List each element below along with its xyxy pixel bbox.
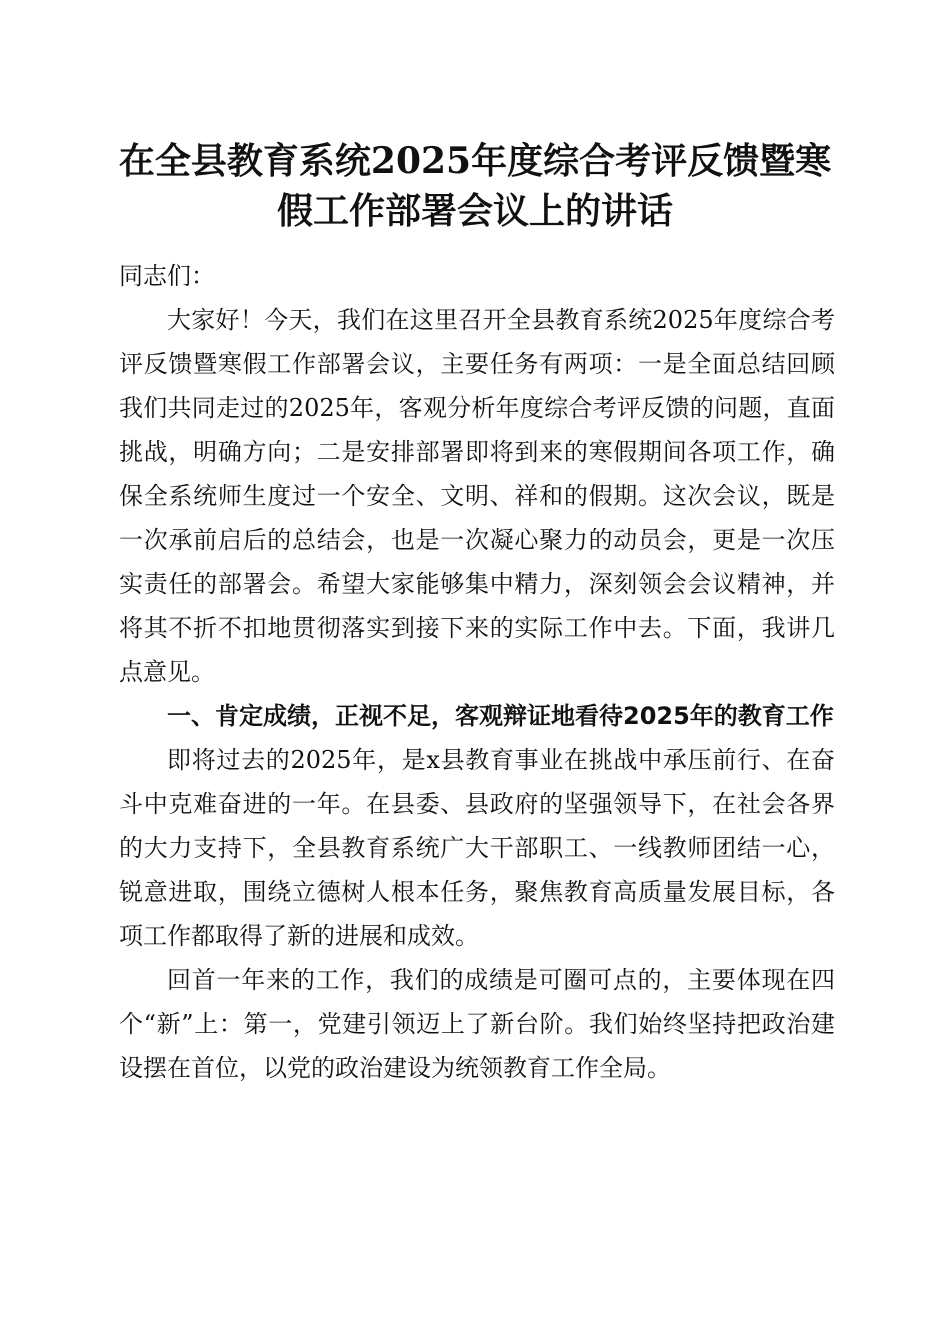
title-line-2: 假工作部署会议上的讲话: [276, 190, 673, 232]
paragraph-achievements: 回首一年来的工作，我们的成绩是可圈可点的，主要体现在四个“新”上：第一，党建引领迈上了新台阶。我们始终坚持把政治建设摆在首位，以党的政治建设为统领教育工作全局。: [119, 966, 835, 1082]
paragraph-opening: 大家好！今天，我们在这里召开全县教育系统2025年度综合考评反馈暨寒假工作部署会议，主要任务有两项：一是全面总结回顾我们共同走过的2025年，客观分析年度综合考评反馈的问题，直面挑战，明确方向；二是安排部署即将到来的寒假期间各项工作，确保全系统师生度过一个安全、文明、祥和的假期。这次会议，既是一次承前启后的总结会，也是一次凝心聚力的动员会，更是一次压实责任的部署会。希望大家能够集中精力，深刻领会会议精神，并将其不折不扣地贯彻落实到接下来的实际工作中去。下面，我讲几点意见。: [119, 306, 835, 686]
paragraph-year-review: 即将过去的2025年，是x县教育事业在挑战中承压前行、在奋斗中克难奋进的一年。在县委、县政府的坚强领导下，在社会各界的大力支持下，全县教育系统广大干部职工、一线教师团结一心，锐意进取，围绕立德树人根本任务，聚焦教育高质量发展目标，各项工作都取得了新的进展和成效。: [119, 746, 835, 950]
section-heading-1: 一、肯定成绩，正视不足，客观辩证地看待2025年的教育工作: [167, 702, 834, 730]
salutation: 同志们：: [119, 262, 215, 290]
title-line-1: 在全县教育系统2025年度综合考评反馈暨寒: [118, 140, 832, 182]
document-title: [100, 136, 850, 236]
document-body: [119, 254, 835, 1090]
